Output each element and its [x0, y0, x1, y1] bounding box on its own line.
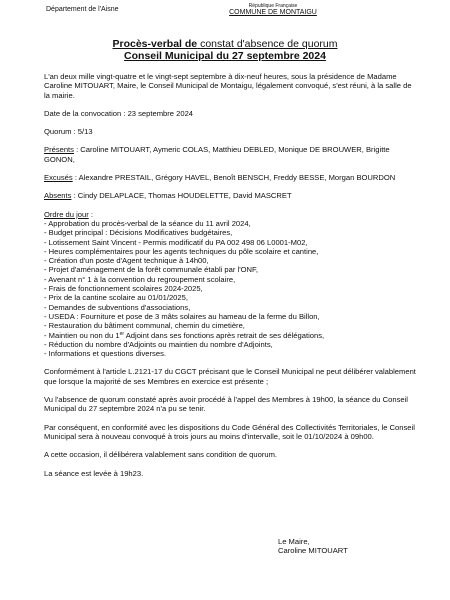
agenda-item: - Avenant n° 1 à la convention du regroupement scolaire, [44, 274, 236, 284]
title-line-1-rest: constat d'absence de quorum [200, 38, 338, 50]
occasion-paragraph: A cette occasion, il délibérera valablement sans condition de quorum. [44, 450, 278, 460]
agenda-label-suffix: : [88, 209, 93, 219]
agenda-item: - Demandes de subventions d'associations, [44, 302, 191, 312]
agenda-item: - Budget principal : Décisions Modificatives budgétaires, [44, 228, 233, 238]
constat-paragraph: Vu l'absence de quorum constaté après avoir procédé à l'appel des Membres à 19h00, la séance du Conseil Municipal du 27 septembre 2024 n'a pu se tenir. [44, 395, 408, 414]
agenda-item: - Création d'un poste d'Agent technique à 14h00, [44, 256, 209, 266]
agenda-item: - Prix de la cantine scolaire au 01/01/2025, [44, 293, 188, 303]
convocation-date: Date de la convocation : 23 septembre 2024 [44, 108, 194, 118]
agenda-label: Ordre du jour [44, 209, 89, 219]
title-line-1-bold: Procès-verbal de [112, 38, 198, 50]
agenda-item: - Restauration du bâtiment communal, chemin du cimetière, [44, 321, 245, 331]
republic-label: République Française [248, 3, 298, 9]
conformement-paragraph: Conformément à l'article L.2121-17 du CGCT précisant que le Conseil Municipal ne peut délibérer valablement que lorsque la majorité de ses Membres en exercice est présente ; [44, 367, 416, 386]
agenda-item: - Réduction du nombre d'Adjoints ou maintien du nombre d'Adjoints, [44, 339, 273, 349]
document-body [44, 72, 416, 478]
agenda-item: - Heures complémentaires pour les agents techniques du pôle scolaire et cantine, [44, 246, 319, 256]
presents-label: Présents [44, 145, 74, 155]
levee-paragraph: La séance est levée à 19h23. [44, 468, 144, 478]
document-title [0, 38, 450, 62]
signature-block [278, 537, 348, 556]
intro-paragraph: L'an deux mille vingt-quatre et le vingt-sept septembre à dix-neuf heures, sous la présidence de Madame Caroline MITOUART, Maire, le Conseil Municipal de Montaigu, légalement convoqué, s'est réuni, à la salle de la mairie. [44, 72, 412, 100]
consequence-paragraph: Par conséquent, en conformité avec les dispositions du Code Général des Collectivités Territoriales, le Conseil Municipal sera à nouveau convoqué à trois jours au moins d'intervalle, soit le 01/10/2024 à 09h00. [44, 422, 415, 441]
agenda-adjoint-start: - Maintien ou non du 1 [44, 330, 120, 340]
agenda-item: - Lotissement Saint Vincent - Permis modificatif du PA 002 498 06 L0001-M02, [44, 237, 308, 247]
agenda-adjoint-end: Adjoint dans ses fonctions après retrait de ses délégations, [124, 330, 325, 340]
absents-list: : Cindy DELAPLACE, Thomas HOUDELETTE, David MASCRET [71, 191, 292, 201]
excuses-list: : Alexandre PRESTAIL, Grégory HAVEL, Benoît BENSCH, Freddy BESSE, Morgan BOURDON [72, 173, 396, 183]
commune-header [218, 3, 328, 17]
title-line-2: Conseil Municipal du 27 septembre 2024 [124, 50, 326, 62]
signature-name: Caroline MITOUART [278, 546, 348, 556]
agenda-item: - Frais de fonctionnement scolaires 2024-2025, [44, 284, 203, 294]
commune-name: COMMUNE DE MONTAIGU [229, 9, 317, 16]
excuses-label: Excusés [44, 173, 73, 183]
title-line-1 [0, 38, 450, 50]
absents-paragraph [44, 191, 416, 200]
quorum-line: Quorum : 5/13 [44, 127, 93, 137]
agenda-heading [44, 210, 416, 219]
agenda-item: - USEDA : Fourniture et pose de 3 mâts solaires au hameau de la ferme du Billon, [44, 311, 320, 321]
excuses-paragraph [44, 173, 416, 182]
agenda-adjoint-ordinal: er [119, 330, 125, 337]
signature-role: Le Maire, [278, 537, 310, 546]
presents-list: : Caroline MITOUART, Aymeric COLAS, Matthieu DEBLED, Monique DE BROUWER, Brigitte GONON, [44, 145, 390, 164]
department-header: Département de l'Aisne [46, 6, 119, 13]
agenda-item: - Projet d'aménagement de la forêt communale établi par l'ONF, [44, 265, 258, 275]
agenda-item: - Informations et questions diverses. [44, 349, 166, 359]
absents-label: Absents [44, 191, 72, 201]
agenda-item-adjoint [44, 331, 416, 340]
agenda-item: - Approbation du procès-verbal de la séance du 11 avril 2024, [44, 218, 251, 228]
presents-paragraph [44, 145, 416, 164]
